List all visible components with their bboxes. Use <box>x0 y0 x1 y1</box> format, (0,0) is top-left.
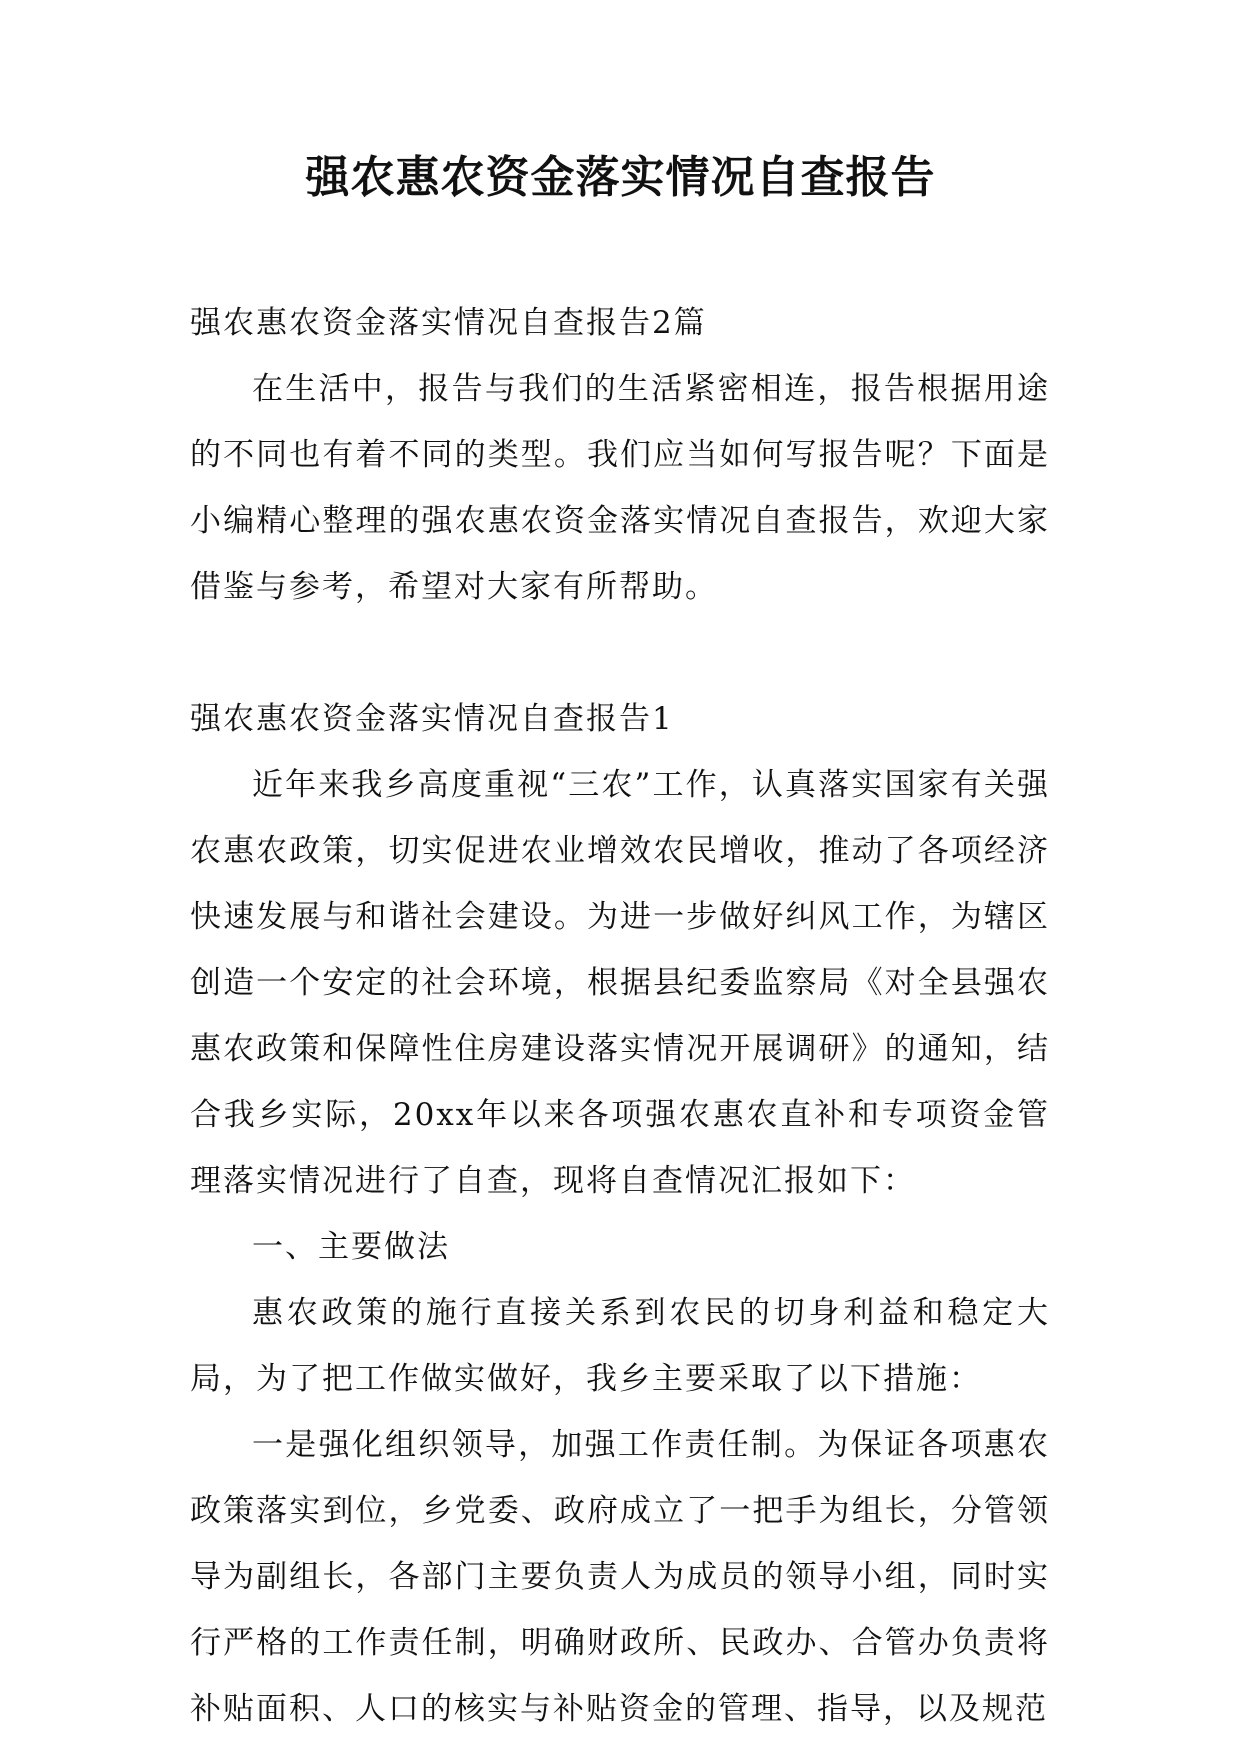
document-title: 强农惠农资金落实情况自查报告 <box>305 152 936 203</box>
body-paragraph: 近年来我乡高度重视“三农”工作，认真落实国家有关强农惠农政策，切实促进农业增效农民增收，推动了各项经济快速发展与和谐社会建设。为进一步做好纠风工作，为辖区创造一个安定的社会环境，根据县纪委监察局《对全县强农惠农政策和保障性住房建设落实情况开展调研》的通知，结合我乡实际，20xx年以来各项强农惠农直补和专项资金管理落实情况进行了自查，现将自查情况汇报如下： <box>190 767 1050 1199</box>
document-body <box>190 290 1050 1742</box>
subheading: 一、主要做法 <box>252 1229 450 1265</box>
section-heading: 强农惠农资金落实情况自查报告1 <box>190 701 674 737</box>
body-paragraph: 一是强化组织领导，加强工作责任制。为保证各项惠农政策落实到位，乡党委、政府成立了一把手为组长，分管领导为副组长，各部门主要负责人为成员的领导小组，同时实行严格的工作责任制，明确财政所、民政办、合管办负责将补贴面积、人口的核实与补贴资金的管理、指导，以及规范 <box>190 1427 1050 1727</box>
document-subtitle: 强农惠农资金落实情况自查报告2篇 <box>190 305 707 341</box>
paragraph-gap <box>190 620 1050 686</box>
body-paragraph: 惠农政策的施行直接关系到农民的切身利益和稳定大局，为了把工作做实做好，我乡主要采取了以下措施： <box>190 1295 1050 1397</box>
intro-paragraph: 在生活中，报告与我们的生活紧密相连，报告根据用途的不同也有着不同的类型。我们应当如何写报告呢？下面是小编精心整理的强农惠农资金落实情况自查报告，欢迎大家借鉴与参考，希望对大家有所帮助。 <box>190 371 1050 605</box>
